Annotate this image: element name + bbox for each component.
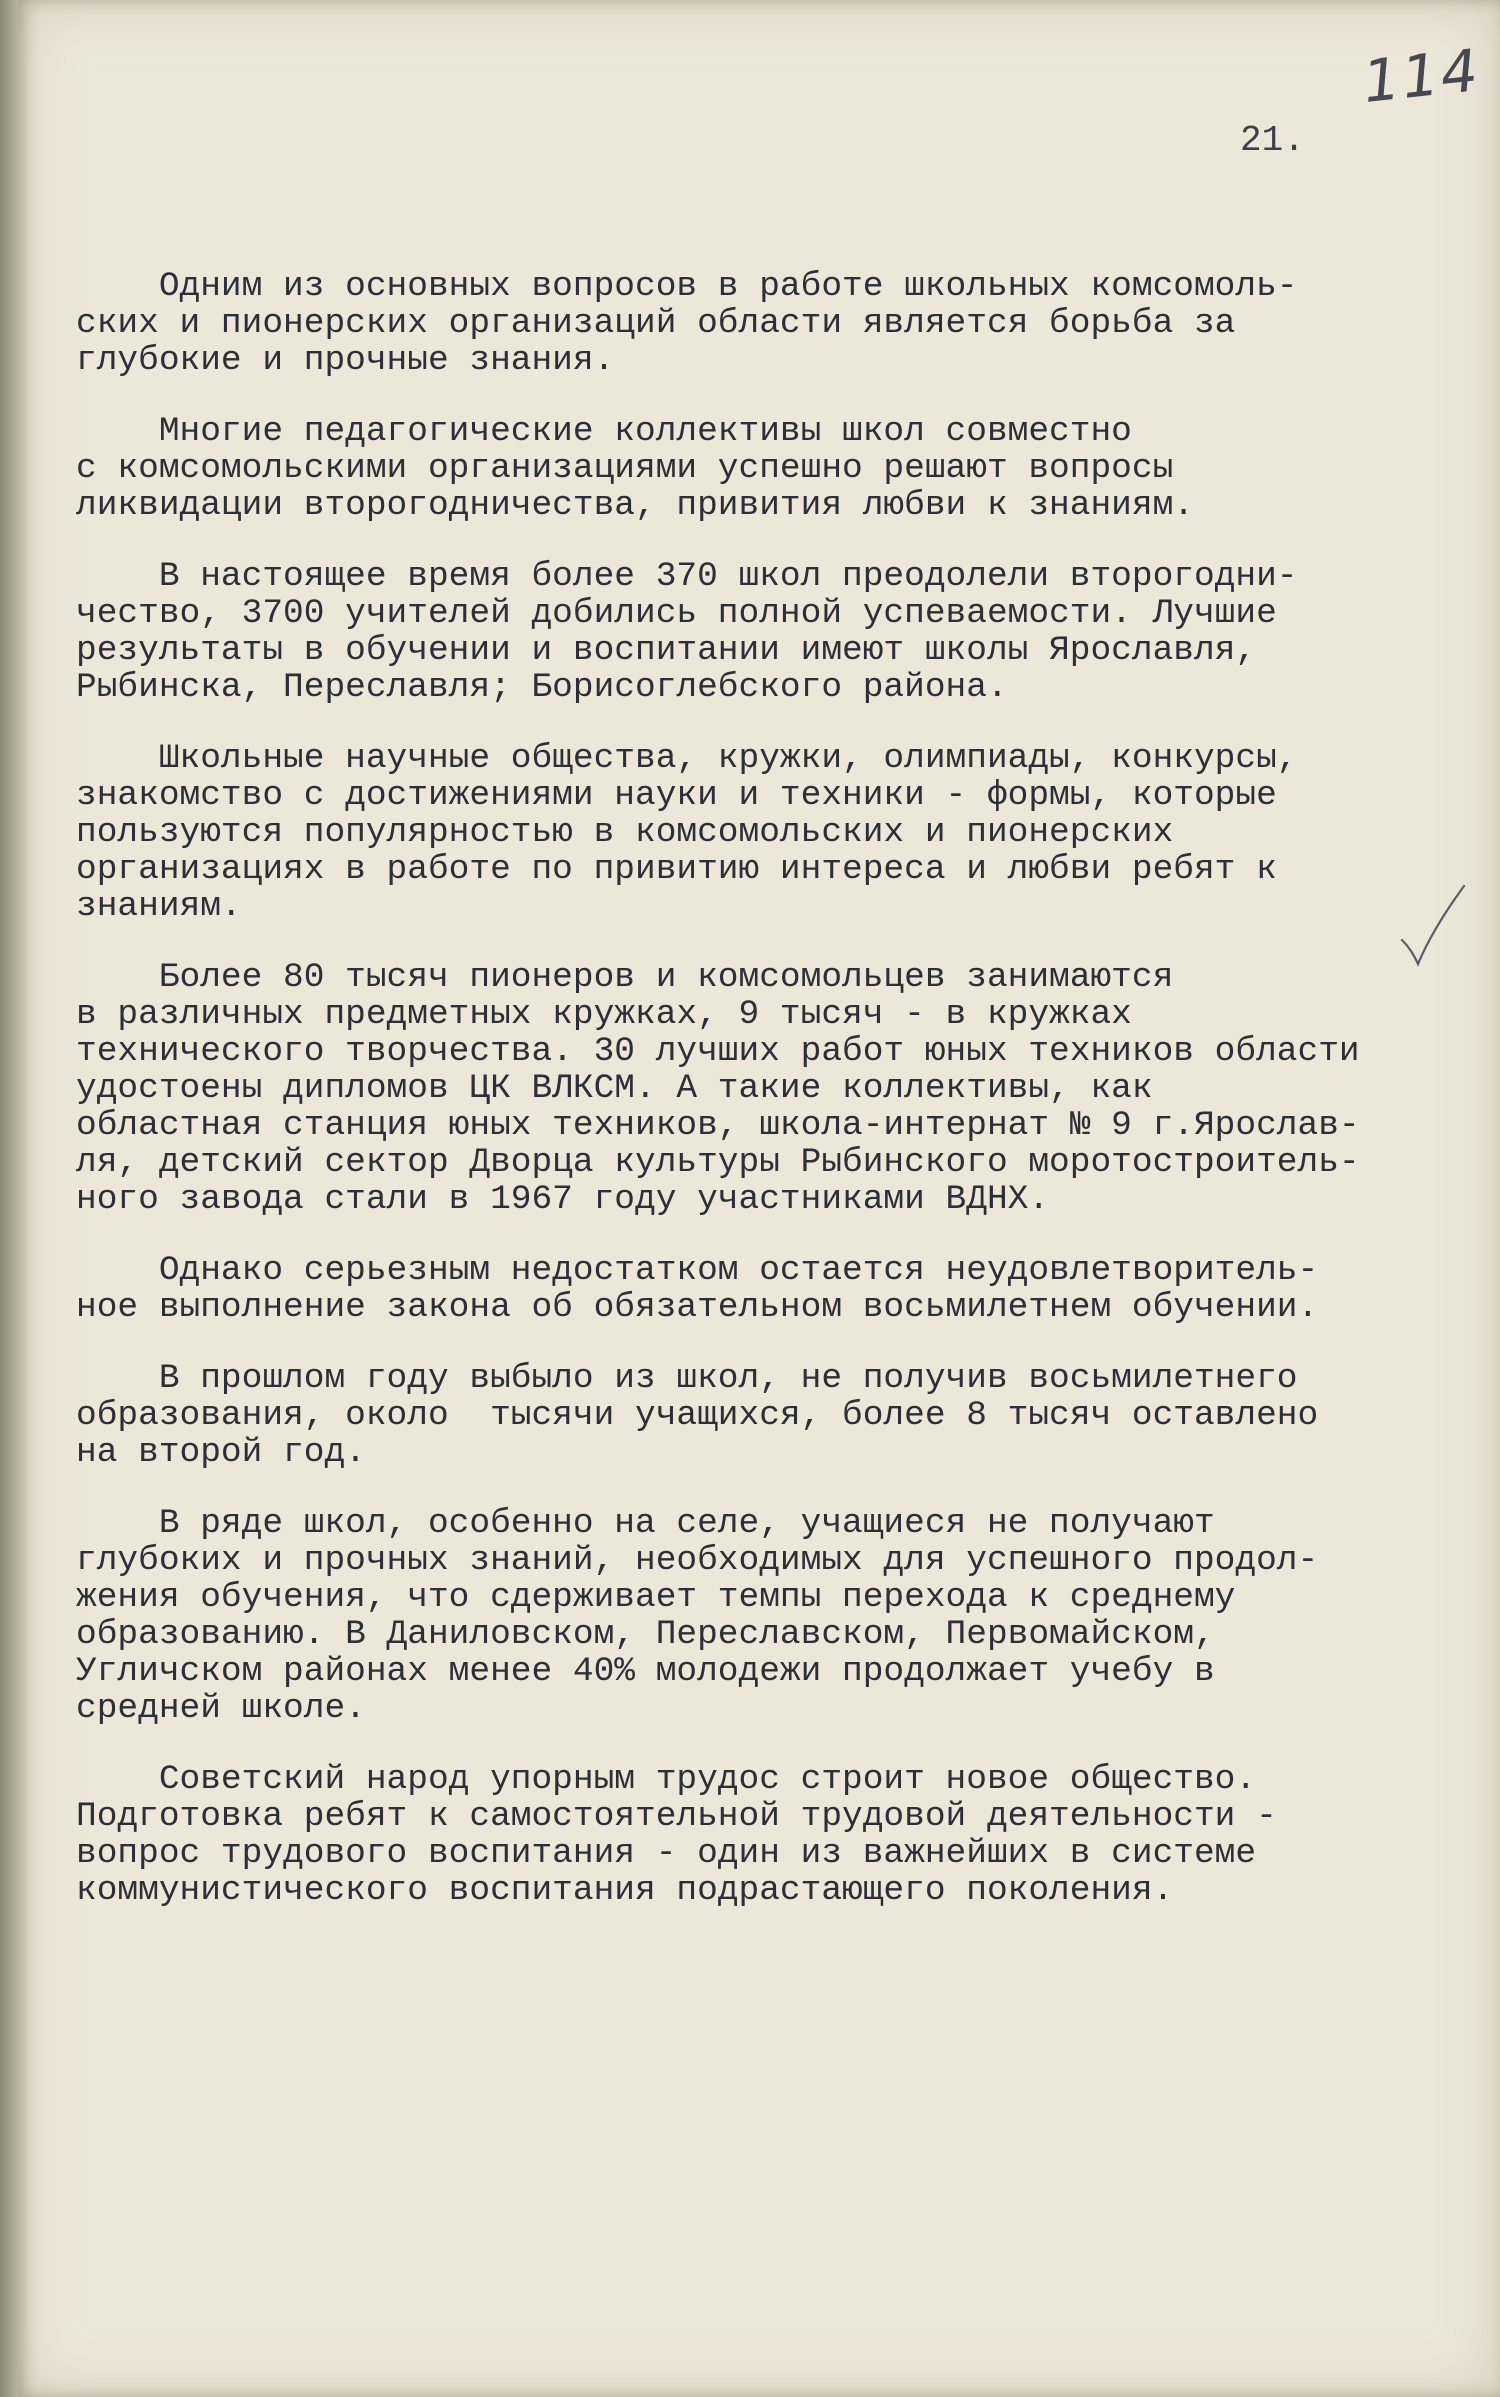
paragraph	[76, 1252, 1486, 1326]
text-line: знаниям.	[76, 887, 242, 926]
document-body	[76, 268, 1486, 1943]
text-line: ное выполнение закона об обязательном восьмилетнем обучении.	[76, 1288, 1319, 1327]
text-line: В прошлом году выбыло из школ, не получив восьмилетнего	[76, 1359, 1298, 1398]
text-line: В ряде школ, особенно на селе, учащиеся не получают	[76, 1504, 1215, 1543]
text-line: результаты в обучении и воспитании имеют школы Ярославля,	[76, 631, 1257, 670]
paragraph	[76, 1505, 1486, 1727]
paragraph	[76, 413, 1486, 524]
binding-spine	[0, 0, 18, 2397]
text-line: знакомство с достижениями науки и техники - формы, которые	[76, 776, 1277, 815]
text-line: глубокие и прочные знания.	[76, 341, 615, 380]
paragraph	[76, 959, 1486, 1218]
paragraph	[76, 740, 1486, 925]
document-page	[18, 0, 1500, 2397]
text-line: ного завода стали в 1967 году участниками ВДНХ.	[76, 1180, 1050, 1219]
text-line: Одним из основных вопросов в работе школьных комсомоль-	[76, 267, 1298, 306]
page-number-text: 21.	[1240, 120, 1305, 161]
text-line: Рыбинска, Переславля; Борисоглебского района.	[76, 668, 1008, 707]
paragraph	[76, 1360, 1486, 1471]
text-line: Угличском районах менее 40% молодежи продолжает учебу в	[76, 1652, 1215, 1691]
text-line: на второй год.	[76, 1433, 366, 1472]
text-line: Подготовка ребят к самостоятельной трудовой деятельности -	[76, 1797, 1277, 1836]
paragraph	[76, 268, 1486, 379]
typed-page-number	[1240, 120, 1305, 161]
text-line: с комсомольскими организациями успешно решают вопросы	[76, 449, 1174, 488]
text-line: Школьные научные общества, кружки, олимпиады, конкурсы,	[76, 739, 1298, 778]
text-line: Однако серьезным недостатком остается неудовлетворитель-	[76, 1251, 1319, 1290]
archive-page-number: 114	[1359, 36, 1483, 116]
text-line: вопрос трудового воспитания - один из важнейших в системе	[76, 1834, 1257, 1873]
text-line: Более 80 тысяч пионеров и комсомольцев занимаются	[76, 958, 1174, 997]
text-line: ских и пионерских организаций области является борьба за	[76, 304, 1236, 343]
paragraph	[76, 558, 1486, 706]
text-line: ликвидации второгодничества, привития любви к знаниям.	[76, 486, 1194, 525]
text-line: глубоких и прочных знаний, необходимых для успешного продол-	[76, 1541, 1319, 1580]
text-line: образованию. В Даниловском, Переславском, Первомайском,	[76, 1615, 1215, 1654]
text-line: средней школе.	[76, 1689, 366, 1728]
text-line: чество, 3700 учителей добились полной успеваемости. Лучшие	[76, 594, 1277, 633]
text-line: организациях в работе по привитию интереса и любви ребят к	[76, 850, 1277, 889]
paragraph	[76, 1761, 1486, 1909]
text-line: удостоены дипломов ЦК ВЛКСМ. А такие коллективы, как	[76, 1069, 1153, 1108]
text-line: В настоящее время более 370 школ преодолели второгодни-	[76, 557, 1298, 596]
text-line: Советский народ упорным трудос строит новое общество.	[76, 1760, 1257, 1799]
text-line: технического творчества. 30 лучших работ юных техников области	[76, 1032, 1360, 1071]
text-line: ля, детский сектор Дворца культуры Рыбинского моротостроитель-	[76, 1143, 1360, 1182]
text-line: коммунистического воспитания подрастающего поколения.	[76, 1871, 1174, 1910]
text-line: пользуются популярностью в комсомольских и пионерских	[76, 813, 1174, 852]
text-line: жения обучения, что сдерживает темпы перехода к среднему	[76, 1578, 1236, 1617]
text-line: образования, около тысячи учащихся, более 8 тысяч оставлено	[76, 1396, 1319, 1435]
text-line: областная станция юных техников, школа-интернат № 9 г.Ярослав-	[76, 1106, 1360, 1145]
text-line: в различных предметных кружках, 9 тысяч - в кружках	[76, 995, 1132, 1034]
text-line: Многие педагогические коллективы школ совместно	[76, 412, 1132, 451]
